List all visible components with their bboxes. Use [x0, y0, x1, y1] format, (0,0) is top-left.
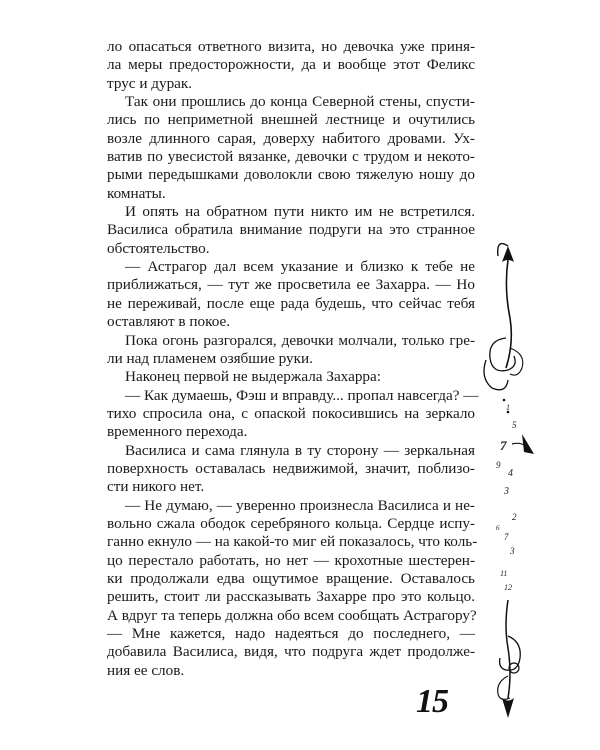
text-line: Пока огонь разгорался, девочки молчали, только гре-	[125, 331, 475, 349]
text-line: ганно екнуло — на какой-то миг ей показалось, что коль-	[107, 533, 478, 551]
text-line: временного перехода.	[107, 423, 248, 441]
ornament-numeral: 3	[510, 546, 515, 556]
text-line: комнаты.	[107, 184, 166, 202]
text-line: Василиса и сама глянула в ту сторону — зеркальная	[125, 441, 475, 459]
text-line: И опять на обратном пути никто им не встретился.	[125, 203, 475, 221]
text-line: — Не думаю, — уверенно произнесла Василиса и не-	[125, 496, 475, 514]
text-line: возле длинного сарая, доверху набитого дровами. Ух-	[107, 129, 475, 147]
body-text	[107, 38, 479, 680]
text-line: рыми передышками доволокли свою тяжелую ношу до	[107, 166, 475, 184]
ornament-numeral: 3	[504, 486, 509, 497]
ornament-upper-shaft	[506, 260, 511, 368]
text-line: Так они прошлись до конца Северной стены, спусти-	[125, 93, 475, 111]
text-line: цо перестало работать, но нет — крохотные шестерен-	[107, 551, 475, 569]
text-line: приближаться, — тут же просветила ее Захарра. — Но	[107, 276, 475, 294]
text-line: ли над пламенем озябшие руки.	[107, 349, 313, 367]
ornament-left-curl	[484, 360, 508, 390]
ornament-numeral: 6	[496, 524, 500, 532]
text-line: вольно сжала ободок серебряного кольца. Сердце испу-	[107, 514, 475, 532]
text-line: не переживай, после еще рада будешь, что сейчас тебя	[107, 294, 475, 312]
text-line: Василиса обратила внимание подруги на это странное	[107, 221, 475, 239]
text-line: поверхность оставалась недвижимой, значит, поблизо-	[107, 459, 475, 477]
ornament-numeral: 7	[504, 532, 509, 542]
text-line: трус и дурак.	[107, 74, 193, 92]
text-line: решить, стоит ли рассказывать Захарре про это кольцо.	[107, 588, 475, 606]
ornament-numeral: 2	[512, 512, 517, 522]
ornament-numeral: 11	[500, 569, 508, 578]
text-line: — Мне кажется, надо надеяться до последнего, —	[107, 625, 475, 642]
text-line: ло опасаться ответного визита, но девочка уже приня-	[107, 38, 475, 55]
ornament-numeral: 5	[512, 420, 517, 430]
text-line: лись по неприметной внешней лестнице и очутились	[107, 111, 475, 129]
ornament-top-spear	[502, 246, 514, 262]
text-line: Наконец первой не выдержала Захарра:	[125, 368, 381, 386]
text-line: добавила Василиса, видя, что подруга ждет продолже-	[107, 643, 475, 661]
text-line: — Как думаешь, Фэш и вправду... пропал навсегда? —	[125, 386, 479, 404]
text-line: сти никого нет.	[107, 478, 205, 496]
ornament-dot	[503, 399, 506, 402]
ornament-bottom-spear	[502, 698, 514, 718]
text-line: — Астрагор дал всем указание и близко к тебе не	[125, 258, 475, 276]
text-line: ки продолжали едва ощутимое вращение. Оставалось	[107, 569, 475, 587]
text-line: А вдруг та теперь должна обо всем сообщать Астрагору?	[107, 606, 477, 624]
text-line: ватив по увесистой вязанке, девочки с трудом и некото-	[107, 148, 475, 166]
ornament-middle-arrow	[522, 434, 534, 454]
clock-hand-vine-ornament	[478, 228, 540, 728]
ornament-right-curl	[510, 348, 523, 375]
ornament-lower-shaft	[506, 600, 510, 698]
text-line: ния ее слов.	[107, 661, 185, 679]
text-line: ла меры предосторожности, да и вообще этот Феликс	[107, 56, 475, 74]
text-line: тихо спросила она, с опаской покосившись на зеркало	[107, 404, 475, 422]
ornament-numeral: 9	[496, 460, 501, 470]
ornament-numeral: 1	[506, 403, 510, 412]
text-line: оставляют в покое.	[107, 313, 231, 331]
text-line: обстоятельство.	[107, 239, 210, 257]
ornament-numeral: 12	[504, 583, 512, 592]
ornament-numeral: 4	[508, 468, 513, 479]
ornament-numeral: 7	[500, 438, 507, 453]
page-number: 15	[416, 683, 448, 720]
